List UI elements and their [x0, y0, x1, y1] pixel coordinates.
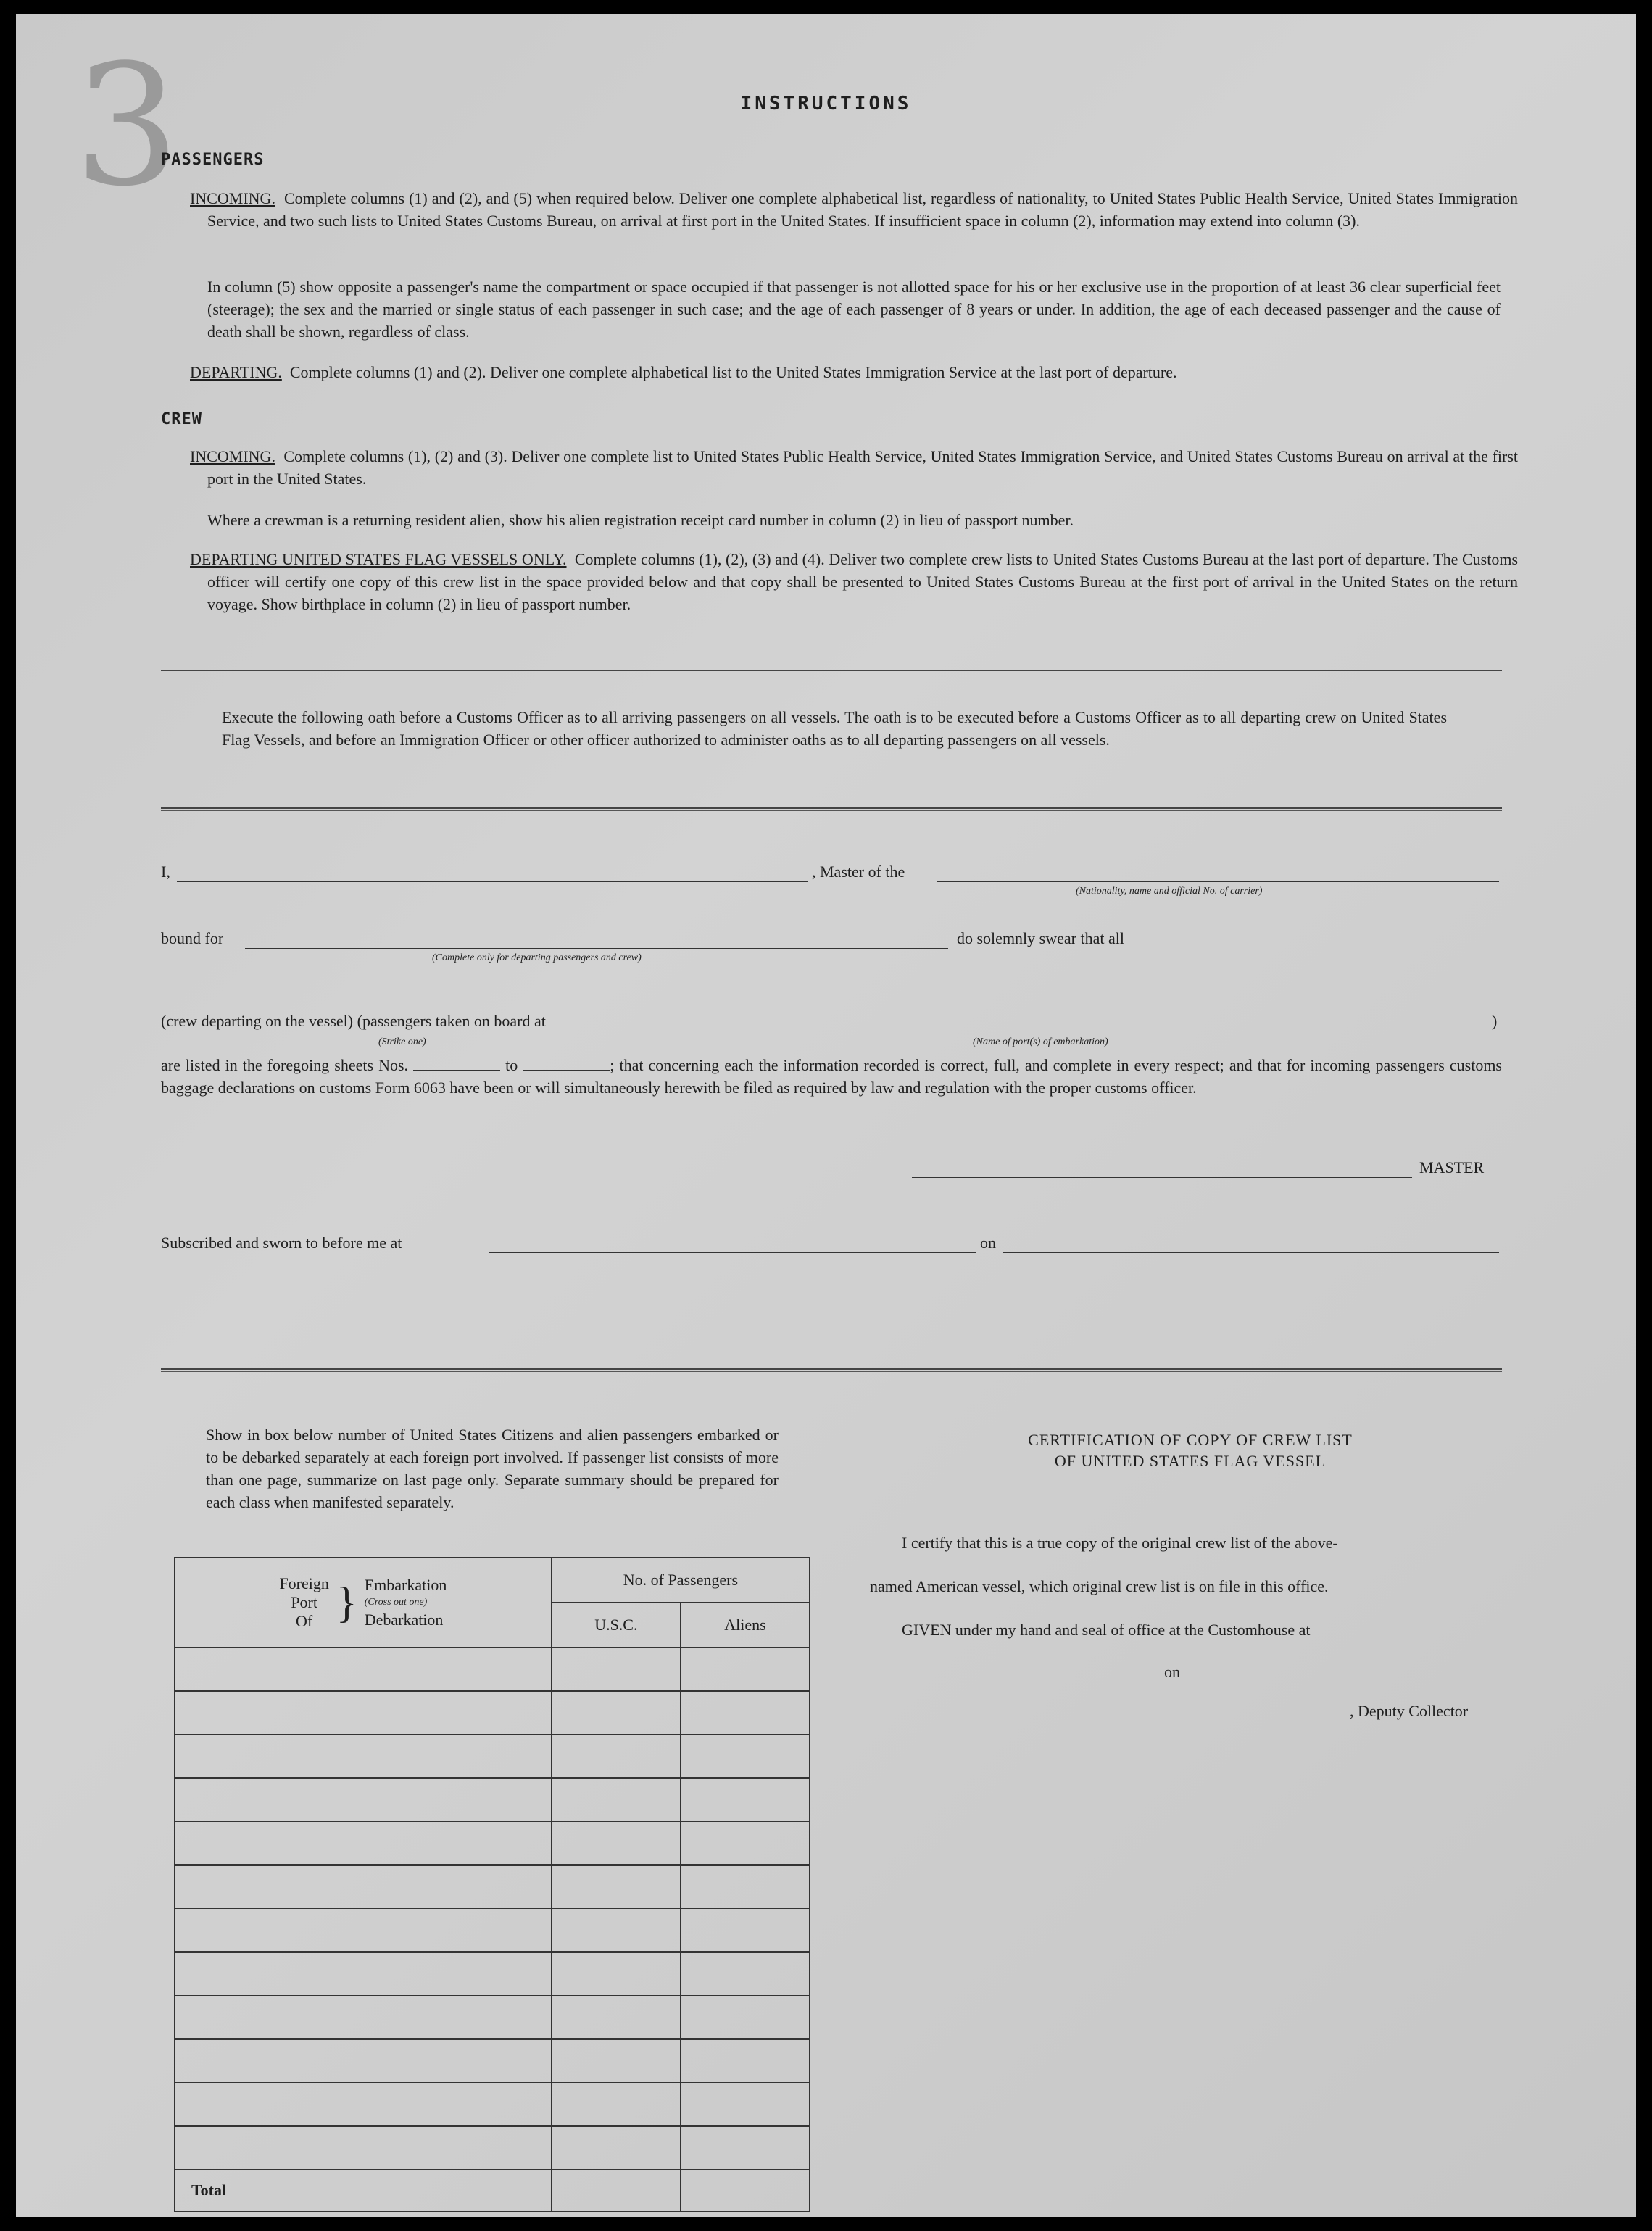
master-label: MASTER — [1419, 1158, 1485, 1176]
usc-cell[interactable] — [552, 2082, 681, 2126]
table-row — [175, 1648, 810, 1691]
table-row — [175, 1995, 810, 2039]
aliens-cell[interactable] — [681, 1821, 810, 1865]
cert-on-label: on — [1164, 1663, 1180, 1681]
port-cell[interactable] — [175, 2082, 552, 2126]
aliens-cell[interactable] — [681, 1865, 810, 1908]
table-row — [175, 1908, 810, 1952]
crew-departing-label: DEPARTING UNITED STATES FLAG VESSELS ONLY. — [190, 550, 567, 568]
aliens-cell[interactable] — [681, 2082, 810, 2126]
sworn-place-blank[interactable] — [489, 1252, 976, 1253]
port-label: Port — [291, 1593, 317, 1611]
aliens-cell[interactable] — [681, 1778, 810, 1821]
passengers-incoming-paragraph — [190, 187, 1518, 232]
crew-departing-text: Complete columns (1), (2), (3) and (4). Deliver two complete crew lists to United States Customs Bureau at the last port of departure. The Customs officer will certify one copy of this crew list in the space provided below and that copy shall be presented to United States Customs Bureau at the first port of arrival in the United States on the return voyage. Show birthplace in column (2) in lieu of passport number. — [207, 550, 1519, 613]
master-of-the-label: , Master of the — [812, 863, 905, 881]
table-row — [175, 1691, 810, 1734]
usc-cell[interactable] — [552, 1648, 681, 1691]
carrier-hint: (Nationality, name and official No. of carrier) — [1076, 886, 1263, 897]
crew-heading: CREW — [161, 410, 202, 428]
aliens-cell[interactable] — [681, 1995, 810, 2039]
carrier-blank[interactable] — [937, 881, 1499, 882]
table-row — [175, 2082, 810, 2126]
no-passengers-header: No. of Passengers — [552, 1558, 810, 1603]
port-header-cell — [175, 1558, 552, 1648]
aliens-cell[interactable] — [681, 1908, 810, 1952]
oath-i-label: I, — [161, 863, 170, 881]
total-label: Total — [175, 2169, 552, 2211]
crew-departing-paragraph — [190, 548, 1518, 615]
port-header — [279, 1574, 328, 1631]
summary-instruction: Show in box below number of United States Citizens and alien passengers embarked or to be debarked separately at each foreign port involved. If passenger list consists of more than one page, summarize on last page only. Separate summary should be prepared for each class when manifested separately. — [206, 1426, 779, 1511]
table-row — [175, 1778, 810, 1821]
usc-total-cell[interactable] — [552, 2169, 681, 2211]
aliens-total-cell[interactable] — [681, 2169, 810, 2211]
document-page — [16, 14, 1636, 2217]
aliens-cell[interactable] — [681, 1648, 810, 1691]
table-row — [175, 2039, 810, 2082]
crew-incoming-label: INCOMING. — [190, 447, 275, 465]
listed-prefix: are listed in the foregoing sheets Nos. — [161, 1056, 409, 1074]
cross-out-hint: (Cross out one) — [364, 1597, 428, 1608]
certification-title-line2: OF UNITED STATES FLAG VESSEL — [1054, 1452, 1327, 1470]
of-label: Of — [296, 1612, 313, 1630]
usc-cell[interactable] — [552, 1865, 681, 1908]
aliens-cell[interactable] — [681, 1952, 810, 1995]
passengers-incoming-text: Complete columns (1) and (2), and (5) when required below. Deliver one complete alphabetical list, regardless of nationality, to United States Public Health Service, United States Immigration Service, and two such lists to United States Customs Bureau, on arrival at first port in the United States. If insufficient space in column (2), information may extend into column (3). — [207, 189, 1519, 230]
sheet-to-blank[interactable] — [523, 1070, 610, 1071]
usc-cell[interactable] — [552, 1691, 681, 1734]
usc-cell[interactable] — [552, 1734, 681, 1778]
passengers-departing-text: Complete columns (1) and (2). Deliver one complete alphabetical list to the United States Immigration Service at the last port of departure. — [289, 363, 1177, 381]
brace-icon: } — [336, 1579, 357, 1626]
port-cell[interactable] — [175, 1865, 552, 1908]
bound-for-label: bound for — [161, 929, 224, 947]
port-cell[interactable] — [175, 1952, 552, 1995]
to-label: to — [505, 1056, 518, 1074]
port-cell[interactable] — [175, 1908, 552, 1952]
certify-line1: I certify that this is a true copy of the original crew list of the above- — [902, 1534, 1338, 1552]
margin-number: 3 — [74, 30, 180, 223]
usc-cell[interactable] — [552, 1995, 681, 2039]
sheet-from-blank[interactable] — [413, 1070, 500, 1071]
usc-cell[interactable] — [552, 1778, 681, 1821]
master-name-blank[interactable] — [177, 881, 808, 882]
port-cell[interactable] — [175, 2039, 552, 2082]
port-cell[interactable] — [175, 2126, 552, 2169]
usc-cell[interactable] — [552, 1821, 681, 1865]
section-divider — [161, 670, 1502, 673]
port-cell[interactable] — [175, 1734, 552, 1778]
usc-header: U.S.C. — [552, 1603, 681, 1648]
usc-cell[interactable] — [552, 2126, 681, 2169]
on-label: on — [980, 1234, 996, 1252]
port-cell[interactable] — [175, 1648, 552, 1691]
subscribed-label: Subscribed and sworn to before me at — [161, 1234, 402, 1252]
aliens-cell[interactable] — [681, 1691, 810, 1734]
aliens-cell[interactable] — [681, 2126, 810, 2169]
port-cell[interactable] — [175, 1778, 552, 1821]
passengers-heading: PASSENGERS — [161, 151, 265, 169]
usc-cell[interactable] — [552, 1952, 681, 1995]
certify-line3: GIVEN under my hand and seal of office at the Customhouse at — [902, 1621, 1311, 1639]
sworn-date-blank[interactable] — [1003, 1252, 1499, 1253]
table-row — [175, 2126, 810, 2169]
passengers-column5-paragraph: In column (5) show opposite a passenger's name the compartment or space occupied if that passenger is not allotted space for his or her exclusive use in the proportion of at least 36 clear superficial feet (steerage); the sex and the married or single status of each passenger in such case; and the age of each passenger of 8 years or under. In addition, the age of each deceased passenger and the cause of death shall be shown, regardless of class. — [207, 278, 1501, 341]
total-row — [175, 2169, 810, 2211]
crew-incoming-text: Complete columns (1), (2) and (3). Deliver one complete list to United States Public Health Service, United States Immigration Service, and United States Customs Bureau on arrival at the first port in the United States. — [207, 447, 1519, 488]
embarkation-label: Embarkation — [364, 1576, 447, 1594]
table-row — [175, 1821, 810, 1865]
aliens-cell[interactable] — [681, 2039, 810, 2082]
ports-hint: (Name of port(s) of embarkation) — [973, 1036, 1108, 1047]
port-cell[interactable] — [175, 1995, 552, 2039]
crew-passengers-label: (crew departing on the vessel) (passengers taken on board at — [161, 1012, 546, 1030]
bound-for-hint: (Complete only for departing passengers and crew) — [432, 952, 642, 963]
section-divider — [161, 1368, 1502, 1372]
port-cell[interactable] — [175, 1691, 552, 1734]
crew-incoming-paragraph — [190, 445, 1518, 490]
passenger-summary-table — [174, 1557, 810, 2212]
certification-title-line1: CERTIFICATION OF COPY OF CREW LIST — [1028, 1431, 1353, 1449]
aliens-header: Aliens — [681, 1603, 810, 1648]
listed-suffix: ; that concerning each the information recorded is correct, full, and complete in every respect; — [610, 1056, 1224, 1074]
foreign-label: Foreign — [279, 1574, 329, 1592]
listed-rest: and that for incoming passengers customs baggage declarations on customs Form 6063 have been or will simultaneously herewith be filed as required by law and regulation with the proper customs officer. — [161, 1056, 1502, 1097]
certification-title — [871, 1429, 1509, 1471]
section-divider — [161, 807, 1502, 811]
bound-for-blank[interactable] — [245, 948, 948, 949]
listed-paragraph — [161, 1054, 1502, 1099]
usc-cell[interactable] — [552, 1908, 681, 1952]
crew-resident-paragraph: Where a crewman is a returning resident alien, show his alien registration receipt card number in column (2) in lieu of passport number. — [207, 511, 1074, 529]
debarkation-label: Debarkation — [364, 1611, 444, 1629]
master-signature-blank[interactable] — [912, 1177, 1412, 1178]
page-title: INSTRUCTIONS — [740, 93, 912, 115]
usc-cell[interactable] — [552, 2039, 681, 2082]
aliens-cell[interactable] — [681, 1734, 810, 1778]
solemnly-swear-label: do solemnly swear that all — [957, 929, 1124, 947]
table-row — [175, 1952, 810, 1995]
oath-instruction: Execute the following oath before a Customs Officer as to all arriving passengers on all vessels. The oath is to be executed before a Customs Officer as to all departing crew on United States Flag Vessels, and before an Immigration Officer or other officer authorized to administer oaths as to all departing passengers on all vessels. — [222, 708, 1447, 749]
strike-one-hint: (Strike one) — [378, 1036, 426, 1047]
deputy-collector-label: , Deputy Collector — [1350, 1702, 1469, 1720]
table-row — [175, 1865, 810, 1908]
passengers-incoming-label: INCOMING. — [190, 189, 275, 207]
certify-line2: named American vessel, which original crew list is on file in this office. — [870, 1577, 1329, 1595]
passengers-departing-paragraph — [190, 361, 1501, 383]
close-paren: ) — [1492, 1012, 1498, 1030]
port-cell[interactable] — [175, 1821, 552, 1865]
passengers-departing-label: DEPARTING. — [190, 363, 282, 381]
table-row — [175, 1734, 810, 1778]
embark-debark-header — [365, 1576, 447, 1629]
